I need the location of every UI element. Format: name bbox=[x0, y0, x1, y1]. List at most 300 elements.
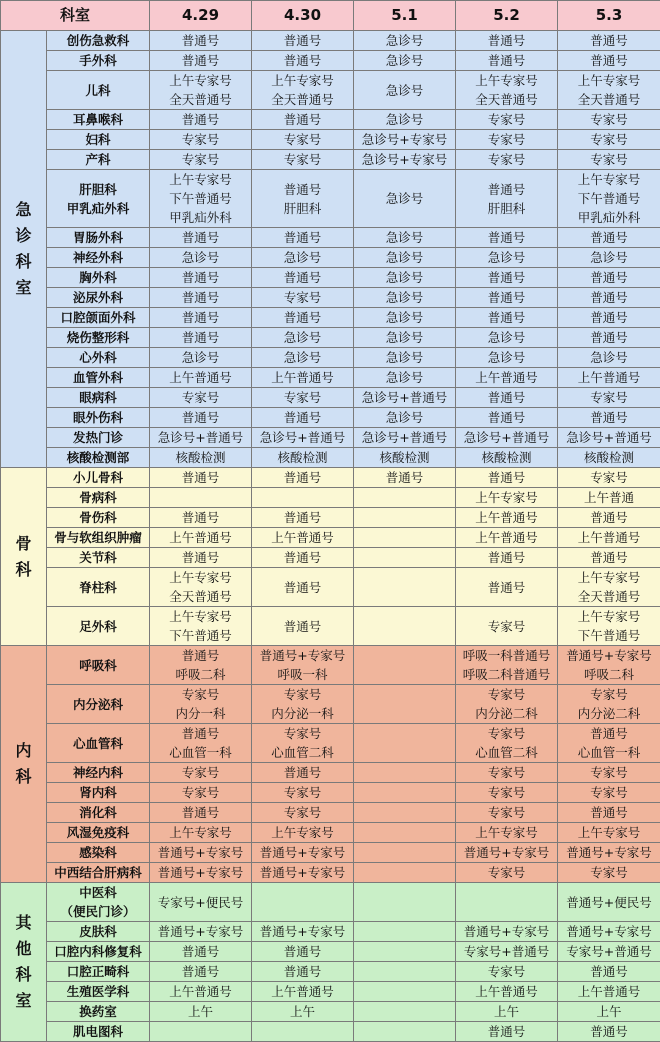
schedule-cell: 普通号 bbox=[150, 268, 252, 288]
table-row bbox=[1, 646, 660, 685]
schedule-cell: 普通号 bbox=[252, 408, 354, 428]
department-name: 手外科 bbox=[47, 51, 150, 71]
schedule-cell: 专家号 bbox=[558, 468, 660, 488]
schedule-cell: 急诊号 bbox=[252, 348, 354, 368]
header-date: 5.2 bbox=[456, 1, 558, 31]
schedule-cell: 上午专家号 bbox=[252, 823, 354, 843]
schedule-cell: 普通号 bbox=[150, 328, 252, 348]
schedule-cell: 普通号 bbox=[354, 468, 456, 488]
table-row bbox=[1, 308, 660, 328]
schedule-cell: 普通号 bbox=[252, 308, 354, 328]
schedule-cell: 普通号+便民号 bbox=[558, 883, 660, 922]
schedule-cell: 上午普通号 bbox=[252, 528, 354, 548]
header-row bbox=[1, 1, 660, 31]
schedule-cell: 急诊号+普通号 bbox=[354, 388, 456, 408]
schedule-cell: 上午普通号 bbox=[456, 508, 558, 528]
schedule-cell: 普通号 bbox=[456, 468, 558, 488]
schedule-cell: 专家号 bbox=[150, 763, 252, 783]
schedule-cell: 普通号 bbox=[150, 31, 252, 51]
department-name: 呼吸科 bbox=[47, 646, 150, 685]
schedule-cell: 专家号 bbox=[558, 150, 660, 170]
schedule-cell: 专家号 bbox=[252, 783, 354, 803]
schedule-cell: 普通号 bbox=[150, 508, 252, 528]
schedule-cell: 专家号 bbox=[558, 388, 660, 408]
schedule-cell bbox=[354, 883, 456, 922]
schedule-cell: 上午专家号 全天普通号 bbox=[252, 71, 354, 110]
department-name: 胃肠外科 bbox=[47, 228, 150, 248]
schedule-cell: 急诊号 bbox=[354, 368, 456, 388]
table-row bbox=[1, 468, 660, 488]
schedule-cell: 专家号 bbox=[150, 130, 252, 150]
department-name: 肾内科 bbox=[47, 783, 150, 803]
schedule-cell bbox=[354, 528, 456, 548]
schedule-cell: 普通号 bbox=[252, 51, 354, 71]
schedule-cell: 上午专家号 全天普通号 bbox=[456, 71, 558, 110]
schedule-cell: 急诊号 bbox=[558, 248, 660, 268]
schedule-cell: 普通号+专家号 呼吸一科 bbox=[252, 646, 354, 685]
schedule-cell: 专家号 心血管二科 bbox=[456, 724, 558, 763]
schedule-cell: 专家号 bbox=[456, 150, 558, 170]
schedule-cell: 急诊号+专家号 bbox=[354, 150, 456, 170]
schedule-cell: 专家号+普通号 bbox=[558, 942, 660, 962]
category-label: 骨 科 bbox=[1, 468, 47, 646]
schedule-cell: 急诊号 bbox=[354, 308, 456, 328]
schedule-cell: 普通号 bbox=[558, 1022, 660, 1042]
schedule-cell: 普通号 bbox=[252, 548, 354, 568]
schedule-cell: 上午专家号 bbox=[456, 488, 558, 508]
schedule-cell bbox=[354, 1022, 456, 1042]
department-name: 泌尿外科 bbox=[47, 288, 150, 308]
schedule-cell: 普通号 bbox=[252, 942, 354, 962]
schedule-cell: 普通号+专家号 bbox=[150, 843, 252, 863]
table-row bbox=[1, 922, 660, 942]
schedule-cell: 普通号 bbox=[150, 110, 252, 130]
table-row bbox=[1, 823, 660, 843]
schedule-cell: 普通号 bbox=[252, 508, 354, 528]
table-row bbox=[1, 31, 660, 51]
table-row bbox=[1, 448, 660, 468]
schedule-cell: 急诊号 bbox=[456, 248, 558, 268]
schedule-cell: 上午 bbox=[558, 1002, 660, 1022]
schedule-cell bbox=[252, 488, 354, 508]
schedule-cell bbox=[252, 1022, 354, 1042]
department-name: 口腔颌面外科 bbox=[47, 308, 150, 328]
schedule-cell: 普通号+专家号 bbox=[456, 843, 558, 863]
schedule-cell: 普通号 bbox=[456, 31, 558, 51]
schedule-cell bbox=[354, 863, 456, 883]
schedule-cell bbox=[354, 803, 456, 823]
schedule-cell: 普通号 bbox=[150, 288, 252, 308]
department-name: 口腔内科修复科 bbox=[47, 942, 150, 962]
schedule-cell bbox=[354, 548, 456, 568]
table-row bbox=[1, 962, 660, 982]
schedule-cell: 普通号 bbox=[558, 268, 660, 288]
department-name: 感染科 bbox=[47, 843, 150, 863]
table-row bbox=[1, 228, 660, 248]
table-row bbox=[1, 348, 660, 368]
schedule-cell: 普通号 bbox=[150, 548, 252, 568]
schedule-cell: 急诊号 bbox=[354, 71, 456, 110]
schedule-cell: 急诊号 bbox=[354, 248, 456, 268]
schedule-cell bbox=[456, 883, 558, 922]
schedule-cell: 普通号 bbox=[252, 468, 354, 488]
schedule-cell bbox=[354, 685, 456, 724]
schedule-cell: 核酸检测 bbox=[456, 448, 558, 468]
schedule-cell: 急诊号 bbox=[354, 51, 456, 71]
department-name: 胸外科 bbox=[47, 268, 150, 288]
schedule-cell: 普通号 bbox=[150, 803, 252, 823]
schedule-cell bbox=[252, 883, 354, 922]
schedule-cell: 急诊号+普通号 bbox=[456, 428, 558, 448]
schedule-cell: 专家号 bbox=[456, 803, 558, 823]
department-name: 脊柱科 bbox=[47, 568, 150, 607]
department-name: 肝胆科 甲乳疝外科 bbox=[47, 170, 150, 228]
schedule-cell: 急诊号 bbox=[456, 328, 558, 348]
schedule-cell: 普通号 bbox=[558, 408, 660, 428]
schedule-cell: 专家号 内分一科 bbox=[150, 685, 252, 724]
table-row bbox=[1, 763, 660, 783]
schedule-cell: 普通号 bbox=[252, 607, 354, 646]
schedule-cell: 普通号 bbox=[456, 288, 558, 308]
table-row bbox=[1, 783, 660, 803]
schedule-cell: 急诊号 bbox=[558, 348, 660, 368]
department-name: 烧伤整形科 bbox=[47, 328, 150, 348]
schedule-cell: 上午专家号 下午普通号 bbox=[558, 607, 660, 646]
schedule-cell: 专家号 内分泌一科 bbox=[252, 685, 354, 724]
schedule-cell bbox=[354, 763, 456, 783]
schedule-cell: 专家号 bbox=[456, 763, 558, 783]
schedule-cell: 上午普通号 bbox=[252, 982, 354, 1002]
department-name: 创伤急救科 bbox=[47, 31, 150, 51]
schedule-cell: 普通号 bbox=[558, 508, 660, 528]
department-name: 内分泌科 bbox=[47, 685, 150, 724]
table-row bbox=[1, 508, 660, 528]
schedule-cell: 急诊号 bbox=[354, 110, 456, 130]
schedule-cell: 普通号 bbox=[558, 962, 660, 982]
schedule-cell: 急诊号+专家号 bbox=[354, 130, 456, 150]
schedule-cell: 上午普通号 bbox=[456, 368, 558, 388]
department-name: 心血管科 bbox=[47, 724, 150, 763]
schedule-cell: 专家号 bbox=[456, 962, 558, 982]
schedule-cell: 急诊号 bbox=[456, 348, 558, 368]
schedule-cell: 普通号 bbox=[252, 763, 354, 783]
schedule-cell: 专家号 内分泌二科 bbox=[456, 685, 558, 724]
schedule-cell: 普通号 肝胆科 bbox=[252, 170, 354, 228]
schedule-cell bbox=[354, 607, 456, 646]
schedule-cell: 普通号 bbox=[150, 228, 252, 248]
schedule-cell bbox=[354, 488, 456, 508]
table-row bbox=[1, 942, 660, 962]
schedule-cell: 普通号 心血管一科 bbox=[150, 724, 252, 763]
schedule-cell: 普通号 bbox=[456, 568, 558, 607]
schedule-cell: 急诊号 bbox=[150, 348, 252, 368]
schedule-cell: 普通号 bbox=[150, 408, 252, 428]
schedule-cell: 上午 bbox=[252, 1002, 354, 1022]
table-row bbox=[1, 1022, 660, 1042]
table-row bbox=[1, 248, 660, 268]
schedule-cell: 专家号 bbox=[558, 130, 660, 150]
schedule-cell: 专家号 心血管二科 bbox=[252, 724, 354, 763]
department-name: 小儿骨科 bbox=[47, 468, 150, 488]
schedule-cell: 普通号 bbox=[456, 268, 558, 288]
schedule-cell: 专家号 bbox=[150, 150, 252, 170]
schedule-cell bbox=[354, 568, 456, 607]
schedule-cell: 专家号 bbox=[558, 763, 660, 783]
schedule-cell: 上午专家号 全天普通号 bbox=[150, 71, 252, 110]
department-name: 中医科 （便民门诊） bbox=[47, 883, 150, 922]
schedule-cell: 上午普通号 bbox=[456, 982, 558, 1002]
schedule-cell: 急诊号 bbox=[354, 228, 456, 248]
table-row bbox=[1, 548, 660, 568]
schedule-cell: 普通号 bbox=[558, 228, 660, 248]
schedule-cell: 上午 bbox=[456, 1002, 558, 1022]
department-name: 骨与软组织肿瘤 bbox=[47, 528, 150, 548]
schedule-cell: 专家号 bbox=[252, 803, 354, 823]
table-row bbox=[1, 388, 660, 408]
schedule-cell: 急诊号 bbox=[252, 248, 354, 268]
table-row bbox=[1, 982, 660, 1002]
schedule-cell: 普通号 bbox=[150, 468, 252, 488]
schedule-cell bbox=[354, 982, 456, 1002]
schedule-cell: 普通号 bbox=[558, 548, 660, 568]
schedule-cell: 普通号+专家号 bbox=[558, 843, 660, 863]
schedule-cell: 专家号+便民号 bbox=[150, 883, 252, 922]
schedule-cell: 普通号 bbox=[558, 803, 660, 823]
schedule-cell: 专家号 bbox=[456, 783, 558, 803]
schedule-cell: 专家号 bbox=[456, 863, 558, 883]
schedule-cell: 急诊号 bbox=[150, 248, 252, 268]
department-name: 血管外科 bbox=[47, 368, 150, 388]
schedule-cell: 普通号 bbox=[456, 548, 558, 568]
table-row bbox=[1, 328, 660, 348]
schedule-cell: 上午普通号 bbox=[150, 368, 252, 388]
schedule-cell: 急诊号 bbox=[354, 288, 456, 308]
table-row bbox=[1, 268, 660, 288]
schedule-cell: 普通号+专家号 呼吸二科 bbox=[558, 646, 660, 685]
table-row bbox=[1, 488, 660, 508]
table-row bbox=[1, 843, 660, 863]
schedule-cell: 上午普通号 bbox=[558, 528, 660, 548]
schedule-cell: 上午专家号 全天普通号 bbox=[150, 568, 252, 607]
table-row bbox=[1, 528, 660, 548]
schedule-cell: 上午专家号 bbox=[558, 823, 660, 843]
schedule-cell: 上午普通 bbox=[558, 488, 660, 508]
department-name: 耳鼻喉科 bbox=[47, 110, 150, 130]
schedule-cell: 专家号 bbox=[456, 130, 558, 150]
header-date: 4.29 bbox=[150, 1, 252, 31]
schedule-cell bbox=[354, 823, 456, 843]
department-name: 口腔正畸科 bbox=[47, 962, 150, 982]
schedule-cell bbox=[354, 508, 456, 528]
schedule-cell: 专家号 bbox=[252, 150, 354, 170]
department-name: 骨病科 bbox=[47, 488, 150, 508]
schedule-cell: 急诊号 bbox=[354, 31, 456, 51]
schedule-cell: 专家号+普通号 bbox=[456, 942, 558, 962]
schedule-cell: 呼吸一科普通号 呼吸二科普通号 bbox=[456, 646, 558, 685]
department-name: 神经外科 bbox=[47, 248, 150, 268]
table-row bbox=[1, 1002, 660, 1022]
department-name: 肌电图科 bbox=[47, 1022, 150, 1042]
schedule-cell: 上午专家号 下午普通号 bbox=[150, 607, 252, 646]
schedule-cell: 普通号 bbox=[456, 408, 558, 428]
schedule-cell: 普通号 bbox=[150, 308, 252, 328]
schedule-cell bbox=[354, 942, 456, 962]
schedule-cell: 上午普通号 bbox=[252, 368, 354, 388]
table-row bbox=[1, 71, 660, 110]
table-row bbox=[1, 408, 660, 428]
schedule-cell: 上午普通号 bbox=[558, 368, 660, 388]
table-row bbox=[1, 150, 660, 170]
schedule-cell: 急诊号 bbox=[354, 328, 456, 348]
schedule-cell: 核酸检测 bbox=[354, 448, 456, 468]
schedule-cell: 急诊号 bbox=[354, 268, 456, 288]
schedule-cell: 普通号 bbox=[150, 962, 252, 982]
department-name: 风湿免疫科 bbox=[47, 823, 150, 843]
schedule-cell: 上午专家号 全天普通号 bbox=[558, 568, 660, 607]
header-date: 5.1 bbox=[354, 1, 456, 31]
schedule-cell: 急诊号+普通号 bbox=[354, 428, 456, 448]
schedule-cell bbox=[354, 922, 456, 942]
schedule-cell: 上午专家号 bbox=[456, 823, 558, 843]
schedule-cell: 普通号 bbox=[456, 388, 558, 408]
schedule-cell: 普通号+专家号 bbox=[252, 922, 354, 942]
schedule-cell: 上午专家号 下午普通号 甲乳疝外科 bbox=[150, 170, 252, 228]
schedule-cell: 急诊号+普通号 bbox=[252, 428, 354, 448]
schedule-cell: 上午专家号 下午普通号 甲乳疝外科 bbox=[558, 170, 660, 228]
schedule-cell: 普通号 bbox=[456, 51, 558, 71]
schedule-cell: 普通号 bbox=[252, 962, 354, 982]
schedule-cell: 普通号 bbox=[252, 110, 354, 130]
schedule-cell: 普通号 bbox=[456, 308, 558, 328]
schedule-cell: 急诊号 bbox=[354, 348, 456, 368]
schedule-cell: 普通号 bbox=[252, 568, 354, 607]
schedule-cell: 普通号+专家号 bbox=[252, 863, 354, 883]
category-label: 内 科 bbox=[1, 646, 47, 883]
table-row bbox=[1, 110, 660, 130]
schedule-cell: 专家号 bbox=[150, 388, 252, 408]
table-row bbox=[1, 724, 660, 763]
department-name: 妇科 bbox=[47, 130, 150, 150]
schedule-cell: 急诊号+普通号 bbox=[150, 428, 252, 448]
schedule-cell: 普通号 bbox=[252, 228, 354, 248]
schedule-cell: 上午 bbox=[150, 1002, 252, 1022]
schedule-cell: 急诊号 bbox=[354, 170, 456, 228]
schedule-cell: 普通号 bbox=[558, 288, 660, 308]
table-row bbox=[1, 568, 660, 607]
table-row bbox=[1, 428, 660, 448]
schedule-cell: 上午普通号 bbox=[150, 982, 252, 1002]
schedule-cell bbox=[354, 783, 456, 803]
department-name: 眼病科 bbox=[47, 388, 150, 408]
schedule-cell bbox=[354, 724, 456, 763]
department-name: 皮肤科 bbox=[47, 922, 150, 942]
schedule-cell bbox=[150, 1022, 252, 1042]
schedule-cell: 专家号 bbox=[252, 388, 354, 408]
schedule-cell: 普通号+专家号 bbox=[558, 922, 660, 942]
category-label: 急 诊 科 室 bbox=[1, 31, 47, 468]
schedule-cell: 普通号 肝胆科 bbox=[456, 170, 558, 228]
schedule-cell: 上午专家号 全天普通号 bbox=[558, 71, 660, 110]
table-row bbox=[1, 803, 660, 823]
schedule-cell: 普通号+专家号 bbox=[150, 922, 252, 942]
department-name: 换药室 bbox=[47, 1002, 150, 1022]
schedule-cell: 普通号+专家号 bbox=[252, 843, 354, 863]
department-name: 心外科 bbox=[47, 348, 150, 368]
header-date: 4.30 bbox=[252, 1, 354, 31]
schedule-cell: 上午专家号 bbox=[150, 823, 252, 843]
schedule-cell: 专家号 bbox=[558, 863, 660, 883]
table-row bbox=[1, 685, 660, 724]
table-row bbox=[1, 130, 660, 150]
schedule-cell: 普通号 bbox=[252, 31, 354, 51]
schedule-cell: 普通号 bbox=[456, 1022, 558, 1042]
schedule-cell bbox=[354, 843, 456, 863]
schedule-cell: 专家号 bbox=[150, 783, 252, 803]
schedule-cell bbox=[354, 646, 456, 685]
department-name: 生殖医学科 bbox=[47, 982, 150, 1002]
schedule-cell bbox=[354, 1002, 456, 1022]
schedule-cell: 普通号 bbox=[558, 51, 660, 71]
schedule-cell bbox=[150, 488, 252, 508]
schedule-cell: 普通号 呼吸二科 bbox=[150, 646, 252, 685]
department-name: 产科 bbox=[47, 150, 150, 170]
schedule-cell: 急诊号 bbox=[354, 408, 456, 428]
table-row bbox=[1, 883, 660, 922]
category-label: 其 他 科 室 bbox=[1, 883, 47, 1042]
schedule-cell: 上午普通号 bbox=[456, 528, 558, 548]
department-name: 关节科 bbox=[47, 548, 150, 568]
schedule-cell: 专家号 内分泌二科 bbox=[558, 685, 660, 724]
schedule-cell: 上午普通号 bbox=[558, 982, 660, 1002]
schedule-cell: 普通号 bbox=[558, 31, 660, 51]
table-row bbox=[1, 863, 660, 883]
schedule-cell: 专家号 bbox=[252, 130, 354, 150]
department-name: 神经内科 bbox=[47, 763, 150, 783]
department-name: 眼外伤科 bbox=[47, 408, 150, 428]
schedule-cell: 核酸检测 bbox=[252, 448, 354, 468]
schedule-cell bbox=[354, 962, 456, 982]
table-row bbox=[1, 288, 660, 308]
table-row bbox=[1, 51, 660, 71]
schedule-cell: 普通号+专家号 bbox=[456, 922, 558, 942]
schedule-cell: 普通号 bbox=[456, 228, 558, 248]
table-row bbox=[1, 368, 660, 388]
schedule-cell: 普通号 bbox=[558, 308, 660, 328]
department-name: 骨伤科 bbox=[47, 508, 150, 528]
schedule-cell: 急诊号+普通号 bbox=[558, 428, 660, 448]
schedule-cell: 核酸检测 bbox=[150, 448, 252, 468]
schedule-cell: 专家号 bbox=[558, 110, 660, 130]
schedule-cell: 专家号 bbox=[456, 607, 558, 646]
department-name: 儿科 bbox=[47, 71, 150, 110]
table-row bbox=[1, 607, 660, 646]
department-name: 消化科 bbox=[47, 803, 150, 823]
department-name: 发热门诊 bbox=[47, 428, 150, 448]
schedule-cell: 普通号 bbox=[150, 51, 252, 71]
schedule-cell: 专家号 bbox=[252, 288, 354, 308]
schedule-cell: 普通号+专家号 bbox=[150, 863, 252, 883]
table-row bbox=[1, 170, 660, 228]
schedule-cell: 急诊号 bbox=[252, 328, 354, 348]
schedule-cell: 专家号 bbox=[456, 110, 558, 130]
schedule-cell: 普通号 bbox=[252, 268, 354, 288]
schedule-cell: 普通号 心血管一科 bbox=[558, 724, 660, 763]
schedule-cell: 核酸检测 bbox=[558, 448, 660, 468]
header-date: 5.3 bbox=[558, 1, 660, 31]
schedule-cell: 上午普通号 bbox=[150, 528, 252, 548]
schedule-cell: 普通号 bbox=[150, 942, 252, 962]
schedule-cell: 专家号 bbox=[558, 783, 660, 803]
